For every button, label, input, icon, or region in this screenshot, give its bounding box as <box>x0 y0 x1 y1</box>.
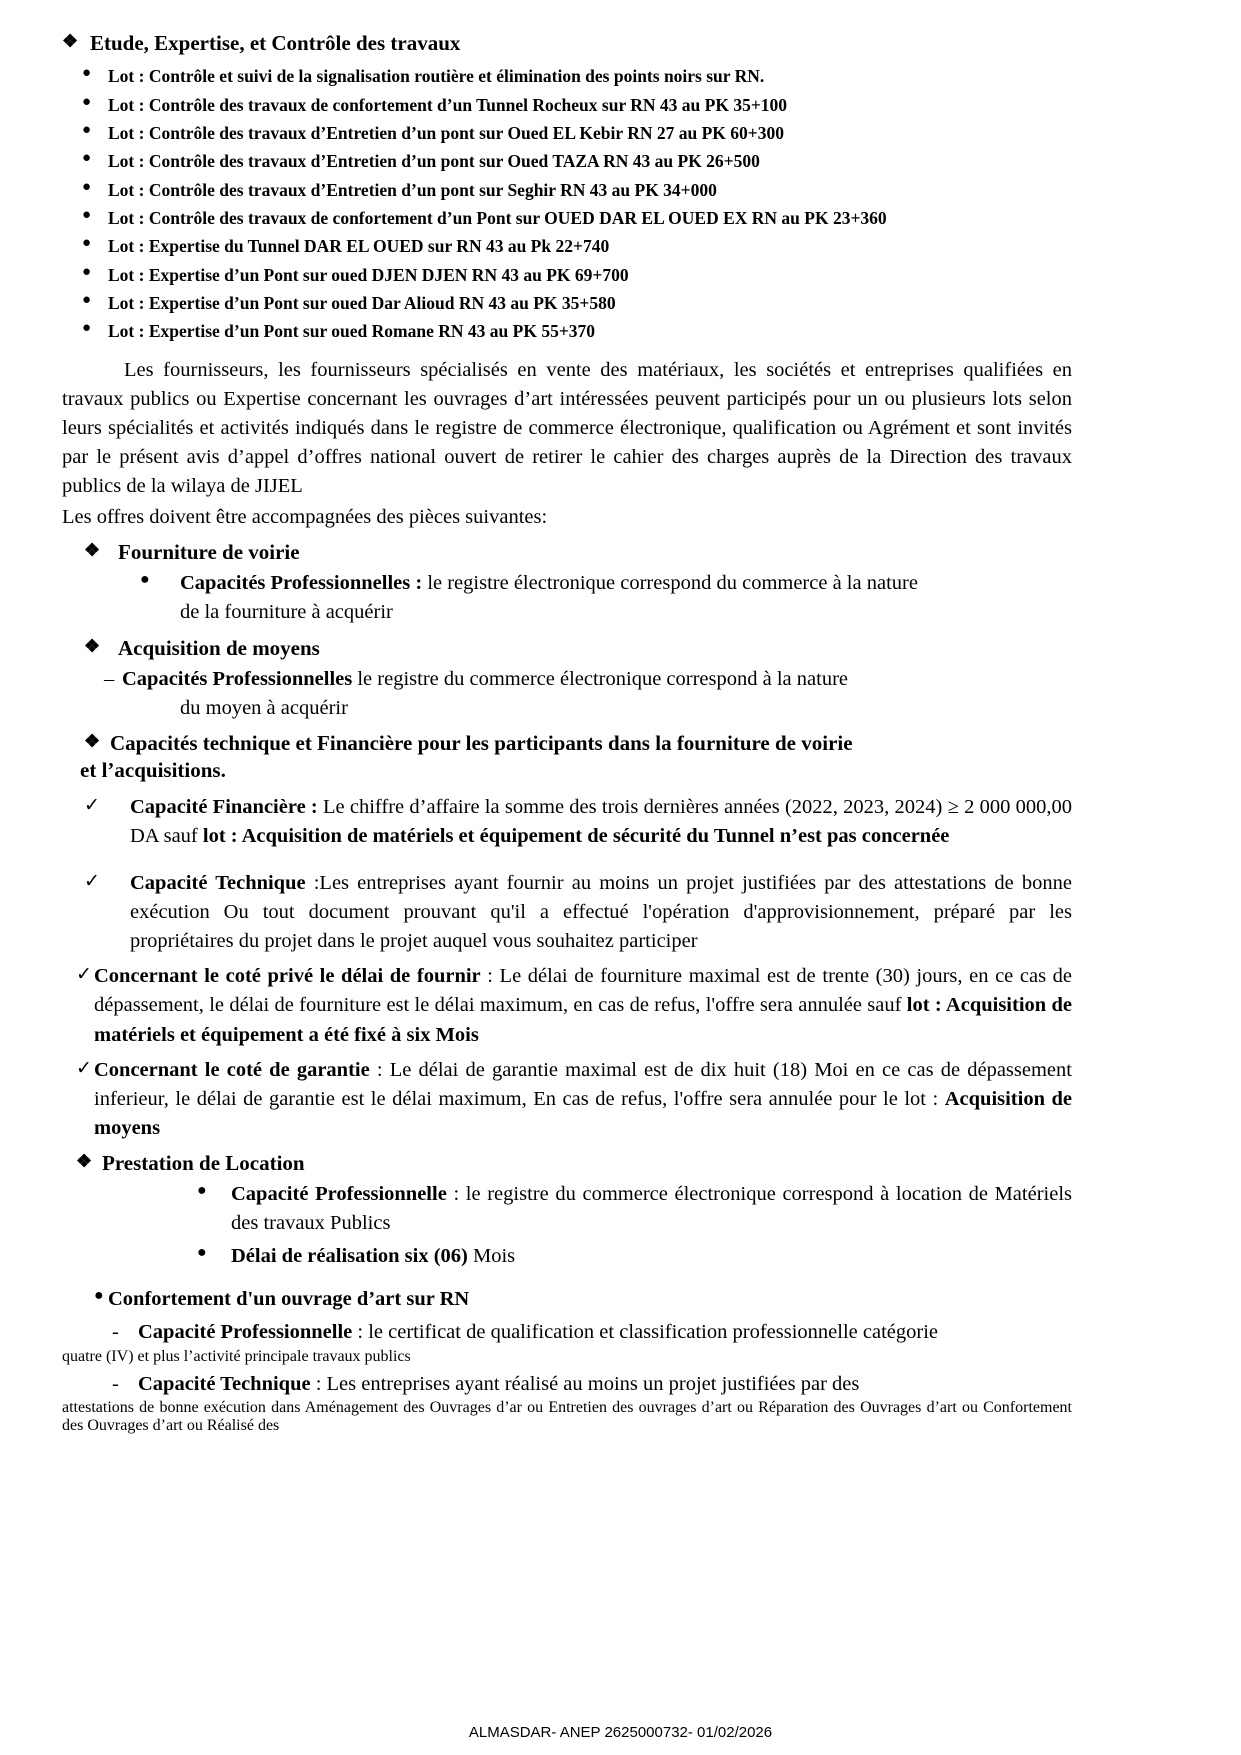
list-item-text: Lot : Contrôle et suivi de la signalisation routière et élimination des points noirs sur RN. <box>108 66 765 87</box>
capacite-financiere-text: Le chiffre d’affaire la somme des trois dernières années (2022, 2023, 2024) ≥ 2 000 000,00 DA sauf <box>130 795 1072 847</box>
dot-bullet-icon: ● <box>82 150 92 167</box>
dash-bullet-icon: - <box>112 1372 119 1395</box>
acquisition-capacite-body <box>122 665 1072 694</box>
list-item <box>62 261 1072 289</box>
dash-bullet-icon: - <box>112 1321 119 1344</box>
capacite-financiere-label: Capacité Financière : <box>130 795 318 818</box>
capacite-financiere-body <box>130 793 1072 851</box>
confortement-professionnelle-cont: quatre (IV) et plus l’activité principale travaux publics <box>62 1347 411 1365</box>
delai-prive-body <box>94 962 1072 1049</box>
confortement-professionnelle-body <box>138 1318 1072 1347</box>
list-item <box>62 91 1072 119</box>
check-bullet-icon: ✓ <box>84 794 100 816</box>
acquisition-capacite-cont: du moyen à acquérir <box>180 696 348 719</box>
section-heading-fourniture <box>62 540 1072 565</box>
dot-bullet-icon: ● <box>94 1287 104 1305</box>
prestation-capacite-label: Capacité Professionnelle <box>231 1182 447 1205</box>
list-item <box>62 289 1072 317</box>
dot-bullet-icon: ● <box>82 263 92 280</box>
prestation-capacite-row <box>62 1180 1072 1238</box>
confortement-heading-text: Confortement d'un ouvrage d’art sur RN <box>108 1288 470 1311</box>
prestation-delai-label: Délai de réalisation six (06) <box>231 1245 468 1268</box>
confortement-technique-text: : Les entreprises ayant réalisé au moins un projet justifiées par des <box>310 1372 860 1395</box>
fourniture-capacite-cont: de la fourniture à acquérir <box>180 601 393 624</box>
delai-prive-label: Concernant le coté privé le délai de fournir <box>94 965 481 988</box>
capacite-label: Capacités Professionnelles : <box>180 572 423 595</box>
prestation-delai-row <box>62 1242 1072 1271</box>
dot-bullet-icon: ● <box>82 178 92 195</box>
dot-bullet-icon: ● <box>82 65 92 82</box>
confortement-technique-cont: attestations de bonne exécution dans Aménagement des Ouvrages d’ar ou Entretien des ouvrages d’art ou Réparation des Ouvrages d’art ou Confortement des Ouvrages d’art ou Réalisé des <box>62 1398 1072 1434</box>
fourniture-capacite-body <box>180 569 1072 598</box>
dot-bullet-icon: ● <box>197 1181 207 1199</box>
section-heading-text: Fourniture de voirie <box>118 540 300 565</box>
delai-garantie-text: : Le délai de garantie maximal est de dix huit (18) Moi en ce cas de dépassement inferieur, le délai de garantie est le délai maximum, En cas de refus, l'offre sera annulée pour le lot : <box>94 1058 1072 1110</box>
diamond-bullet-icon: ❖ <box>84 635 101 656</box>
capacite-technique-row <box>62 869 1072 956</box>
list-item-text: Lot : Contrôle des travaux de confortement d’un Pont sur OUED DAR EL OUED EX RN au PK 23+360 <box>108 207 887 228</box>
section-heading-capacites <box>62 731 1072 756</box>
section-heading-acquisition <box>62 636 1072 661</box>
section-heading-text: Prestation de Location <box>102 1150 305 1175</box>
diamond-bullet-icon: ❖ <box>84 730 101 751</box>
list-item <box>62 176 1072 204</box>
list-item-text: Lot : Contrôle des travaux d’Entretien d’un pont sur Oued TAZA RN 43 au PK 26+500 <box>108 151 760 172</box>
list-item-text: Lot : Contrôle des travaux d’Entretien d’un pont sur Seghir RN 43 au PK 34+000 <box>108 179 717 200</box>
diamond-bullet-icon: ❖ <box>84 540 101 561</box>
acquisition-capacite-row <box>62 665 1072 694</box>
pieces-line: Les offres doivent être accompagnées des pièces suivantes: <box>62 506 548 529</box>
list-item <box>62 232 1072 260</box>
delai-prive-row <box>62 962 1072 1049</box>
check-bullet-icon: ✓ <box>84 871 100 892</box>
list-item <box>62 317 1072 345</box>
list-item-text: Lot : Contrôle des travaux de confortement d’un Tunnel Rocheux sur RN 43 au PK 35+100 <box>108 94 788 115</box>
confortement-technique-row <box>62 1370 1072 1399</box>
section-heading-text: Etude, Expertise, et Contrôle des travaux <box>90 31 461 55</box>
delai-garantie-label: Concernant le coté de garantie <box>94 1058 370 1081</box>
dot-bullet-icon: ● <box>197 1244 207 1262</box>
prestation-delai-text: Mois <box>467 1245 516 1268</box>
section-heading-capacites-line2 <box>62 758 1072 783</box>
capacite-technique-label: Capacité Technique <box>130 872 306 894</box>
list-item <box>62 204 1072 232</box>
lots-list <box>62 62 1072 345</box>
document-body <box>62 30 1072 1435</box>
capacite-financiere-bold-tail: lot : Acquisition de matériels et équipement de sécurité du Tunnel n’est pas concernée <box>202 824 950 847</box>
delai-prive-bold-tail: lot : Acquisition de matériels et équipement a été fixé à six Mois <box>94 994 1072 1046</box>
section-heading-text-2: et l’acquisitions. <box>80 757 226 782</box>
dot-bullet-icon: ● <box>82 235 92 252</box>
dot-bullet-icon: ● <box>82 320 92 337</box>
dot-bullet-icon: ● <box>82 93 92 110</box>
dot-bullet-icon: ● <box>82 206 92 223</box>
confortement-heading-row <box>62 1285 1072 1314</box>
dot-bullet-icon: ● <box>82 121 92 138</box>
confortement-professionnelle-text: : le certificat de qualification et classification professionnelle catégorie <box>352 1321 938 1344</box>
list-item-text: Lot : Expertise du Tunnel DAR EL OUED sur RN 43 au Pk 22+740 <box>108 236 610 257</box>
section-heading-prestation <box>62 1151 1072 1176</box>
list-item <box>62 62 1072 90</box>
fourniture-capacite-row <box>62 569 1072 598</box>
check-bullet-icon: ✓ <box>76 1057 92 1079</box>
delai-prive-text: : Le délai de fourniture maximal est de trente (30) jours, en ce cas de dépassement, le délai de fourniture est le délai maximum, en cas de refus, l'offre sera annulée sauf <box>94 965 1072 1017</box>
prestation-delai-body <box>231 1242 1072 1271</box>
list-item-text: Lot : Expertise d’un Pont sur oued Dar Alioud RN 43 au PK 35+580 <box>108 293 616 313</box>
confortement-professionnelle-label: Capacité Professionnelle <box>138 1321 353 1344</box>
confortement-professionnelle-row <box>62 1318 1072 1347</box>
dot-bullet-icon: ● <box>82 292 92 308</box>
confortement-technique-body <box>138 1370 1072 1399</box>
diamond-bullet-icon: ❖ <box>76 1150 93 1171</box>
list-item <box>62 147 1072 175</box>
intro-paragraph: Les fournisseurs, les fournisseurs spécialisés en vente des matériaux, les sociétés et entreprises qualifiées en travaux publics ou Expertise concernant les ouvrages d’art intéressées peuvent participés pour un ou plusieurs lots selon leurs spécialités et activités indiqués dans le registre de commerce électronique, qualification ou Agrément et sont invités par le présent avis d’appel d’offres national ouvert de retirer le cahier des charges auprès de la Direction des travaux publics de la wilaya de JIJEL <box>62 358 1072 498</box>
capacite-financiere-row <box>62 793 1072 851</box>
delai-garantie-body <box>94 1056 1072 1143</box>
list-item-text: Lot : Expertise d’un Pont sur oued DJEN DJEN RN 43 au PK 69+700 <box>108 264 629 285</box>
dot-bullet-icon: ● <box>140 571 150 589</box>
list-item <box>62 119 1072 147</box>
list-item-text: Lot : Expertise d’un Pont sur oued Romane RN 43 au PK 55+370 <box>108 321 596 342</box>
capacite-text: le registre du commerce électronique correspond à la nature <box>352 667 848 690</box>
capacite-label: Capacités Professionnelles <box>122 667 353 690</box>
section-heading-text: Capacités technique et Financière pour les participants dans la fourniture de voirie <box>110 730 853 755</box>
prestation-capacite-body <box>231 1180 1072 1238</box>
dash-bullet-icon: – <box>104 667 115 690</box>
delai-garantie-row <box>62 1056 1072 1143</box>
section-heading-text: Acquisition de moyens <box>118 635 320 660</box>
delai-garantie-bold-tail: Acquisition de moyens <box>94 1087 1073 1139</box>
check-bullet-icon: ✓ <box>76 964 92 986</box>
diamond-bullet-icon: ❖ <box>62 31 79 51</box>
capacite-text: le registre électronique correspond du commerce à la nature <box>422 572 918 595</box>
list-item-text: Lot : Contrôle des travaux d’Entretien d’un pont sur Oued EL Kebir RN 27 au PK 60+300 <box>108 122 785 143</box>
capacite-technique-text: :Les entreprises ayant fournir au moins un projet justifiées par des attestations de bonne exécution Ou tout document prouvant qu'il a effectué l'opération d'approvisionnement, préparé par les propriétaires du projet dans le projet auquel vous souhaitez participer <box>130 872 1072 953</box>
capacite-technique-body <box>130 869 1072 956</box>
page-footer: ALMASDAR- ANEP 2625000732- 01/02/2026 <box>468 1724 773 1741</box>
confortement-technique-label: Capacité Technique <box>138 1372 311 1395</box>
prestation-capacite-text: : le registre du commerce électronique correspond à location de Matériels des travaux Publics <box>231 1182 1072 1235</box>
section-heading-etude <box>62 30 1072 56</box>
